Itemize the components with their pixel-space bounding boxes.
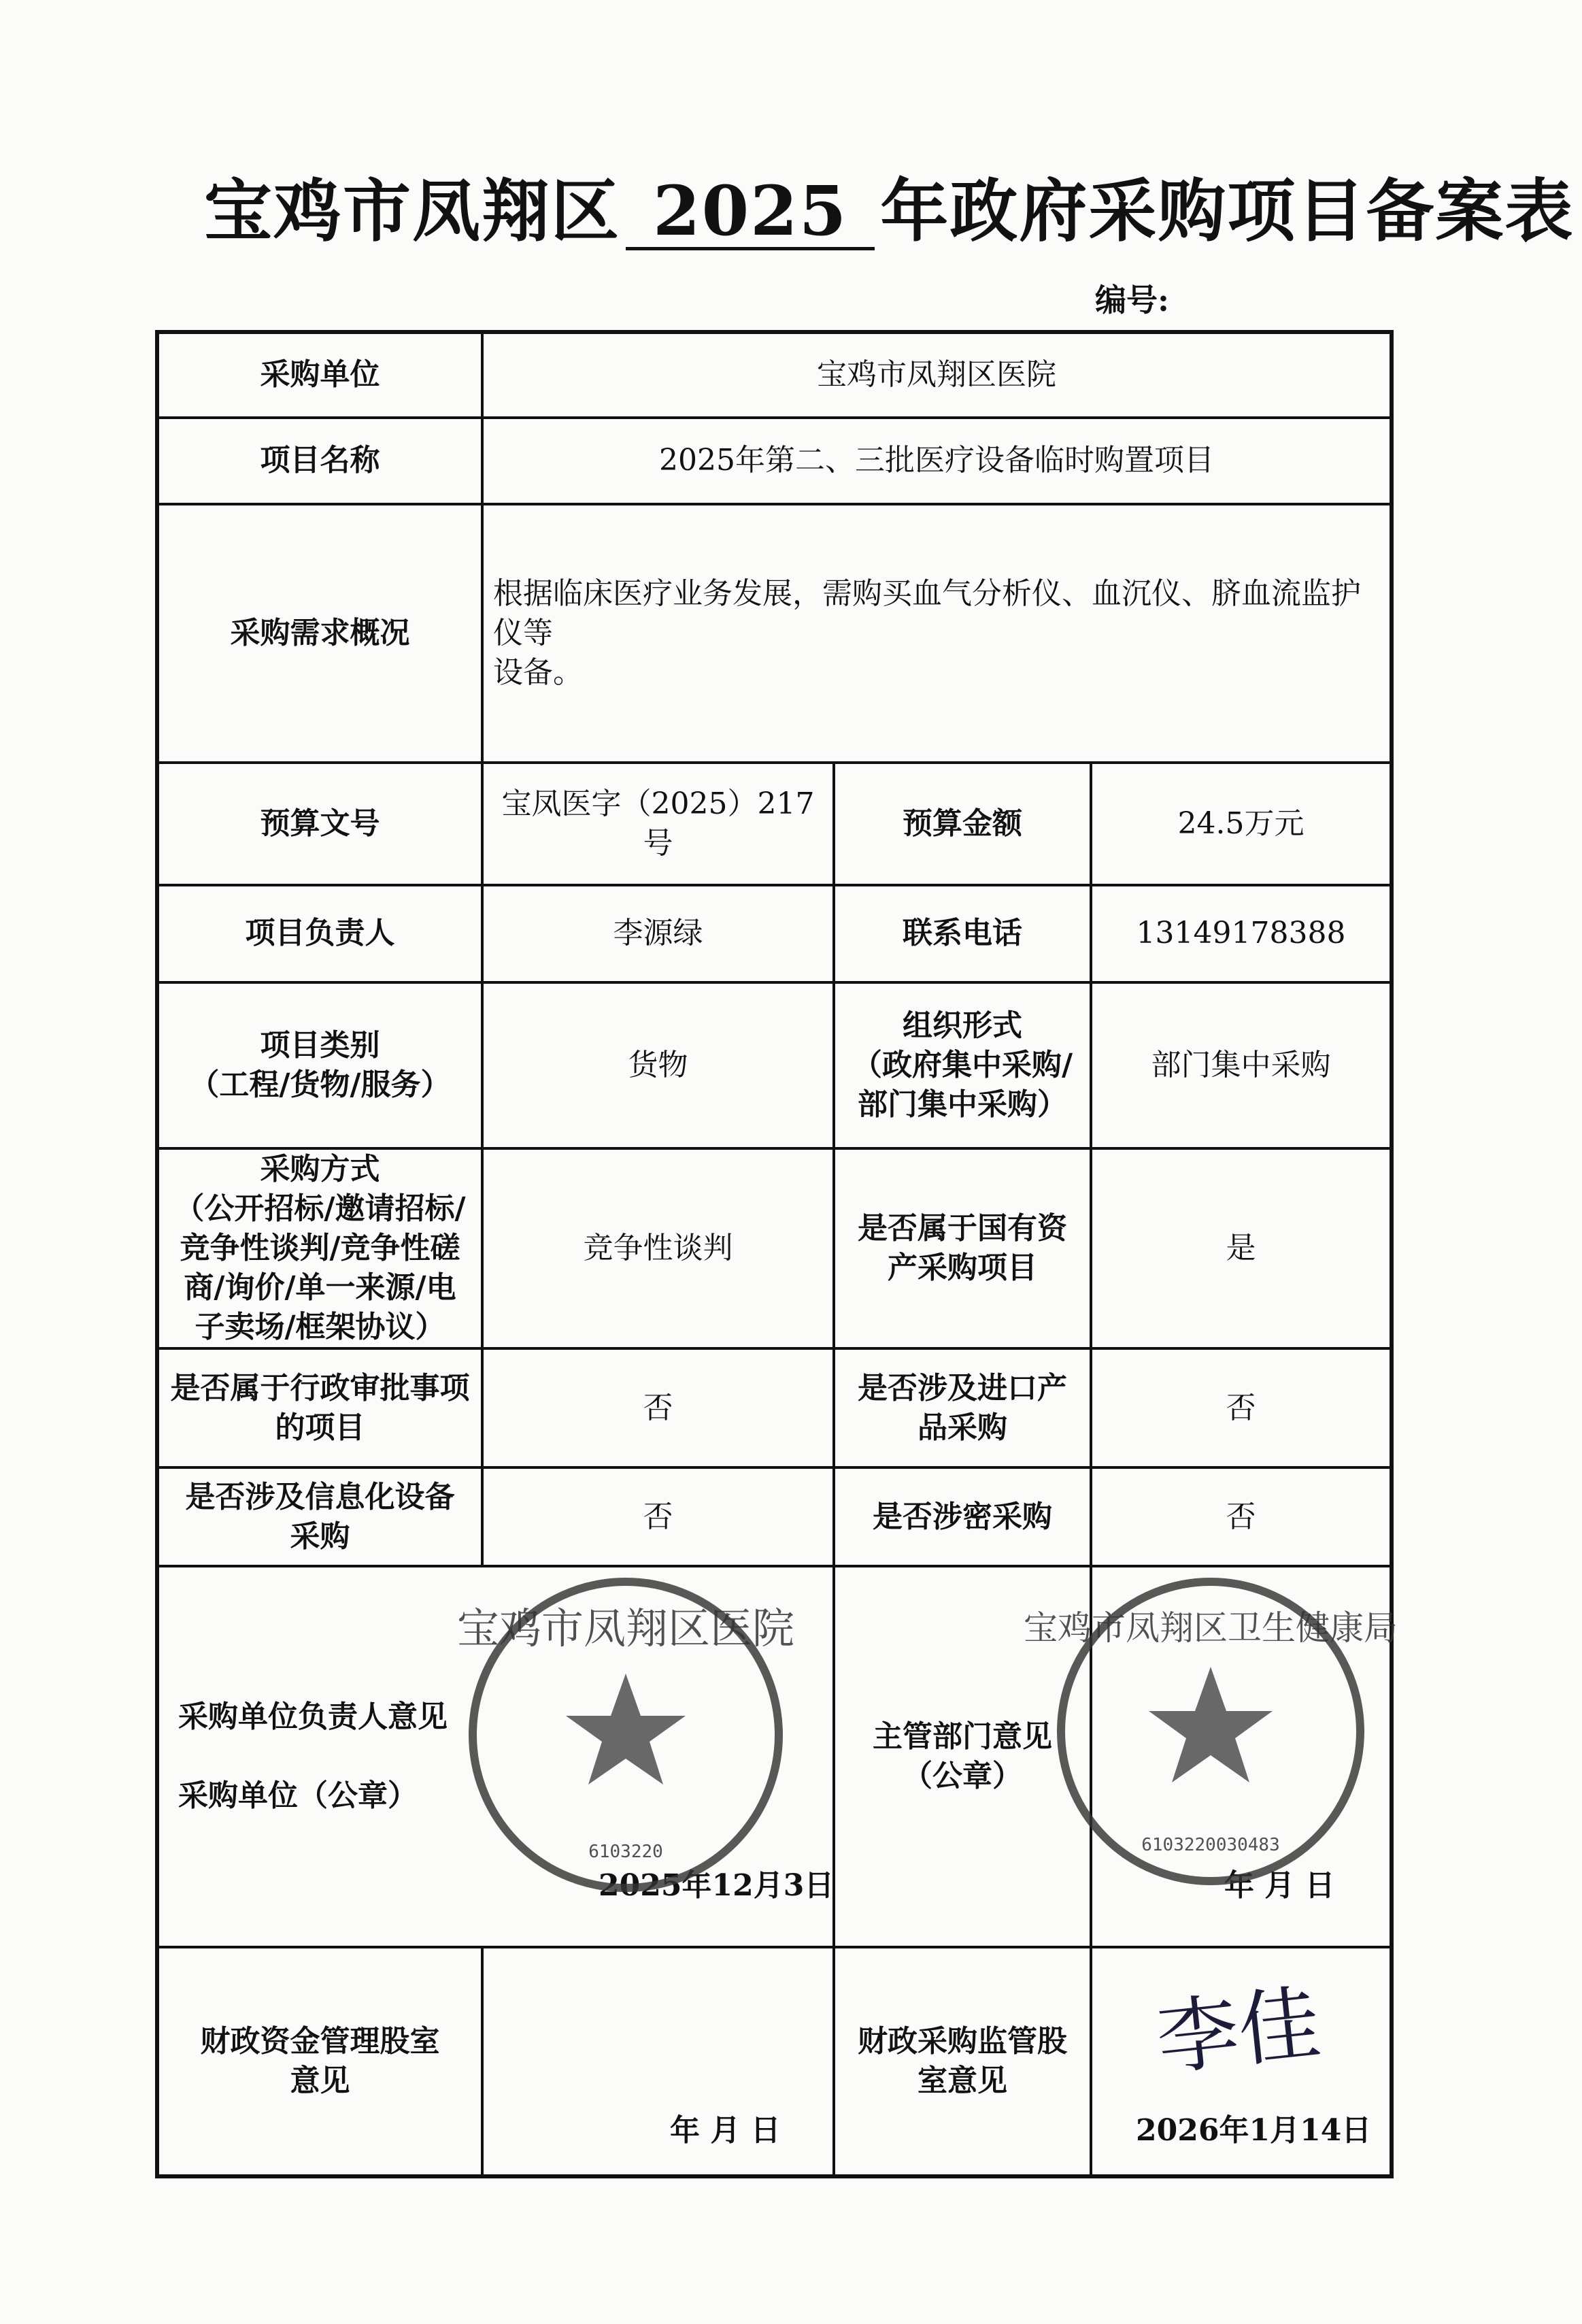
unit-opinion-date: 2025年12月3日: [599, 1868, 835, 1903]
row-method: [157, 1148, 1392, 1348]
it-equipment-label: 是否涉及信息化设备 采购: [157, 1467, 482, 1566]
phone-label: 联系电话: [834, 885, 1091, 982]
row-leader: [157, 885, 1392, 982]
hospital-seal: [456, 1572, 795, 1898]
row-admin: [157, 1348, 1392, 1467]
dept-opinion-label: 主管部门意见 （公章）: [834, 1566, 1091, 1947]
admin-approval-label: 是否属于行政审批事项 的项目: [157, 1348, 482, 1467]
unit-value: 宝鸡市凤翔区医院: [482, 332, 1392, 418]
fund-mgmt-cell: [482, 1947, 834, 2176]
health-bureau-seal: [1024, 1572, 1398, 1891]
org-form-value: 部门集中采购: [1091, 982, 1392, 1148]
budget-doc-label: 预算文号: [157, 763, 482, 885]
unit-label: 采购单位: [157, 332, 482, 418]
state-asset-value: 是: [1091, 1148, 1392, 1348]
title-year: 2025: [626, 176, 875, 250]
svg-text:6103220030483: 6103220030483: [1141, 1835, 1280, 1855]
import-label: 是否涉及进口产 品采购: [834, 1348, 1091, 1467]
row-unit: [157, 332, 1392, 418]
fund-mgmt-label: 财政资金管理股室 意见: [157, 1947, 482, 2176]
unit-opinion-label: 采购单位负责人意见 采购单位（公章）: [157, 1566, 834, 1947]
category-value: 货物: [482, 982, 834, 1148]
dept-opinion-date: 年 月 日: [1224, 1868, 1335, 1903]
method-label: 采购方式 （公开招标/邀请招标/ 竞争性谈判/竞争性磋 商/询价/单一来源/电 子卖场/框架协议）: [157, 1148, 482, 1348]
project-value: 2025年第二、三批医疗设备临时购置项目: [482, 418, 1392, 504]
fund-mgmt-date: 年 月 日: [670, 2113, 781, 2148]
phone-value: 13149178388: [1091, 885, 1392, 982]
page-title: 宝鸡市凤翔区 2025 年政府采购项目备案表: [204, 171, 1575, 251]
secret-label: 是否涉密采购: [834, 1467, 1091, 1566]
leader-label: 项目负责人: [157, 885, 482, 982]
supervise-date: 2026年1月14日: [1136, 2113, 1372, 2148]
supervise-label: 财政采购监管股 室意见: [834, 1947, 1091, 2176]
import-value: 否: [1091, 1348, 1392, 1467]
method-value: 竞争性谈判: [482, 1148, 834, 1348]
budget-amount-value: 24.5万元: [1091, 763, 1392, 885]
state-asset-label: 是否属于国有资 产采购项目: [834, 1148, 1091, 1348]
row-demand: [157, 504, 1392, 763]
budget-doc-value: 宝凤医字（2025）217号: [482, 763, 834, 885]
row-category: [157, 982, 1392, 1148]
budget-amount-label: 预算金额: [834, 763, 1091, 885]
it-equipment-value: 否: [482, 1467, 834, 1566]
serial-number-label: 编号:: [1095, 282, 1169, 318]
secret-value: 否: [1091, 1467, 1392, 1566]
svg-text:宝鸡市凤翔区医院: 宝鸡市凤翔区医院: [456, 1604, 795, 1653]
row-budget: [157, 763, 1392, 885]
project-label: 项目名称: [157, 418, 482, 504]
leader-value: 李源绿: [482, 885, 834, 982]
demand-label: 采购需求概况: [157, 504, 482, 763]
approver-signature: 李佳: [1152, 1976, 1325, 2088]
admin-approval-value: 否: [482, 1348, 834, 1467]
demand-value: 根据临床医疗业务发展，需购买血气分析仪、血沉仪、脐血流监护仪等 设备。: [482, 504, 1392, 763]
row-it: [157, 1467, 1392, 1566]
svg-text:6103220: 6103220: [588, 1842, 663, 1862]
svg-text:宝鸡市凤翔区卫生健康局: 宝鸡市凤翔区卫生健康局: [1024, 1608, 1398, 1648]
org-form-label: 组织形式 （政府集中采购/ 部门集中采购）: [834, 982, 1091, 1148]
row-project: [157, 418, 1392, 504]
category-label: 项目类别 （工程/货物/服务）: [157, 982, 482, 1148]
